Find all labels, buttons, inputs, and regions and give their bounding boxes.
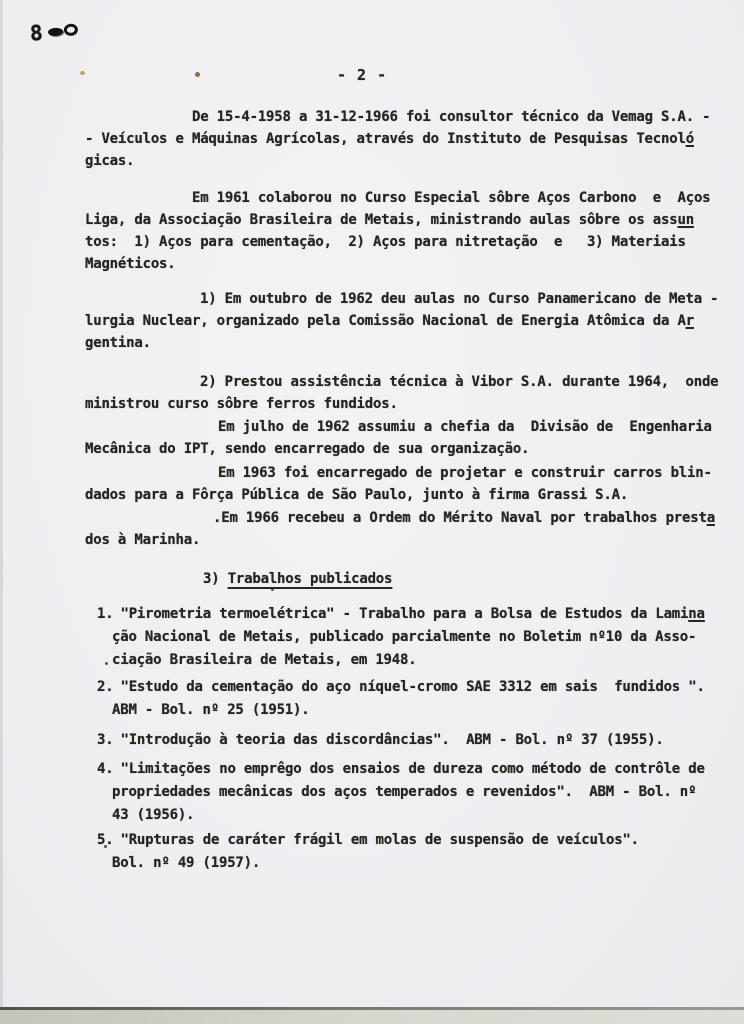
text-line: Bol. nº 49 (1957).: [112, 855, 261, 871]
publication-number: 5.: [97, 832, 114, 848]
text-line: 4. "Limitações no emprêgo dos ensaios de dureza como método de contrôle de: [97, 761, 705, 777]
text-line: [203, 568, 392, 590]
text-line: tos: 1) Aços para cementação, 2) Aços para nitretação e 3) Materiais: [85, 234, 686, 250]
paragraph-assistencia-vibor-1964: [85, 371, 735, 415]
page-number: [337, 64, 387, 86]
text-line: 1. "Pirometria termoelétrica" - Trabalho para a Bolsa de Estudos da Lamina: [97, 606, 705, 622]
text-line: dos à Marinha.: [85, 532, 201, 548]
text-line: Magnéticos.: [85, 256, 176, 272]
scanner-background: [0, 1010, 744, 1024]
text-line: 5. "Rupturas de caráter frágil em molas de suspensão de veículos".: [97, 832, 639, 848]
section-heading-trabalhos-publicados: [203, 568, 392, 590]
paper-speck: [80, 71, 85, 75]
text-line: 2. "Estudo da cementação do aço níquel-cromo SAE 3312 em sais fundidos ".: [97, 679, 705, 695]
ink-blot: [47, 27, 63, 36]
text-line: - Veículos e Máquinas Agrícolas, através do Instituto de Pesquisas Tecnoló: [85, 131, 694, 147]
publication-number: 4.: [97, 761, 114, 777]
text-line: ciação Brasileira de Metais, em 1948.: [112, 652, 417, 668]
text-line: gicas.: [85, 153, 135, 169]
heading-number: 3): [203, 571, 228, 587]
ink-stamp: [29, 18, 78, 45]
publication-item-2: [97, 676, 737, 722]
text-line: 3. "Introdução à teoria das discordâncias". ABM - Bol. nº 37 (1955).: [97, 732, 664, 748]
paragraph-consultor-vemag: [85, 106, 735, 172]
text-line: Em 1963 foi encarregado de projetar e construir carros blin-: [218, 465, 712, 481]
text-line: 1) Em outubro de 1962 deu aulas no Curso Panamericano de Meta -: [200, 291, 719, 307]
publication-number: 2.: [97, 679, 114, 695]
text-line: dados para a Fôrça Pública de São Paulo, junto à firma Grassi S.A.: [85, 487, 629, 503]
text-line: Em julho de 1962 assumiu a chefia da Divisão de Engenharia: [218, 419, 712, 435]
text-line: gentina.: [85, 335, 151, 351]
paragraph-carros-blindados-1963: [85, 462, 735, 506]
publication-number: 1.: [97, 606, 114, 622]
text-line: ção Nacional de Metais, publicado parcialmente no Boletim nº10 da Asso-: [112, 629, 697, 645]
text-line: ministrou curso sôbre ferros fundidos.: [85, 396, 398, 412]
text-line: lurgia Nuclear, organizado pela Comissão Nacional de Energia Atômica da Ar: [85, 313, 694, 329]
paper-speck: [195, 72, 200, 77]
publication-item-3: [97, 729, 737, 752]
publication-item-4: [97, 758, 737, 827]
heading-title: Trabalhos publicados: [227, 571, 393, 587]
paragraph-curso-panamericano-1962: [85, 288, 735, 354]
text-line: 2) Prestou assistência técnica à Vibor S.A. durante 1964, onde: [200, 374, 719, 390]
text-line: .Em 1966 recebeu a Ordem do Mérito Naval por trabalhos presta: [213, 510, 715, 526]
text-line: Em 1961 colaborou no Curso Especial sôbre Aços Carbono e Aços: [192, 190, 711, 206]
text-line: propriedades mecânicas dos aços temperados e revenidos". ABM - Bol. nº: [112, 784, 697, 800]
stamp-digit: 8: [29, 20, 44, 46]
publication-item-5: [97, 829, 737, 875]
ink-ring: [63, 23, 78, 36]
publication-item-1: [97, 603, 737, 672]
text-line: ABM - Bol. nº 25 (1951).: [112, 702, 310, 718]
text-line: Mecânica do IPT, sendo encarregado de sua organização.: [85, 441, 530, 457]
text-line: 43 (1956).: [112, 807, 195, 823]
scan-edge-shadow: [0, 0, 3, 1010]
paragraph-ordem-merito-naval-1966: [85, 507, 735, 551]
text-line: De 15-4-1958 a 31-12-1966 foi consultor técnico da Vemag S.A. -: [192, 109, 711, 125]
page-number-label: - 2 -: [337, 66, 388, 84]
paragraph-chefia-divisao-1962: [85, 416, 735, 460]
text-line: Liga, da Associação Brasileira de Metais, ministrando aulas sôbre os assun: [85, 212, 694, 228]
publication-number: 3.: [97, 732, 114, 748]
paragraph-curso-especial-1961: [85, 187, 735, 275]
